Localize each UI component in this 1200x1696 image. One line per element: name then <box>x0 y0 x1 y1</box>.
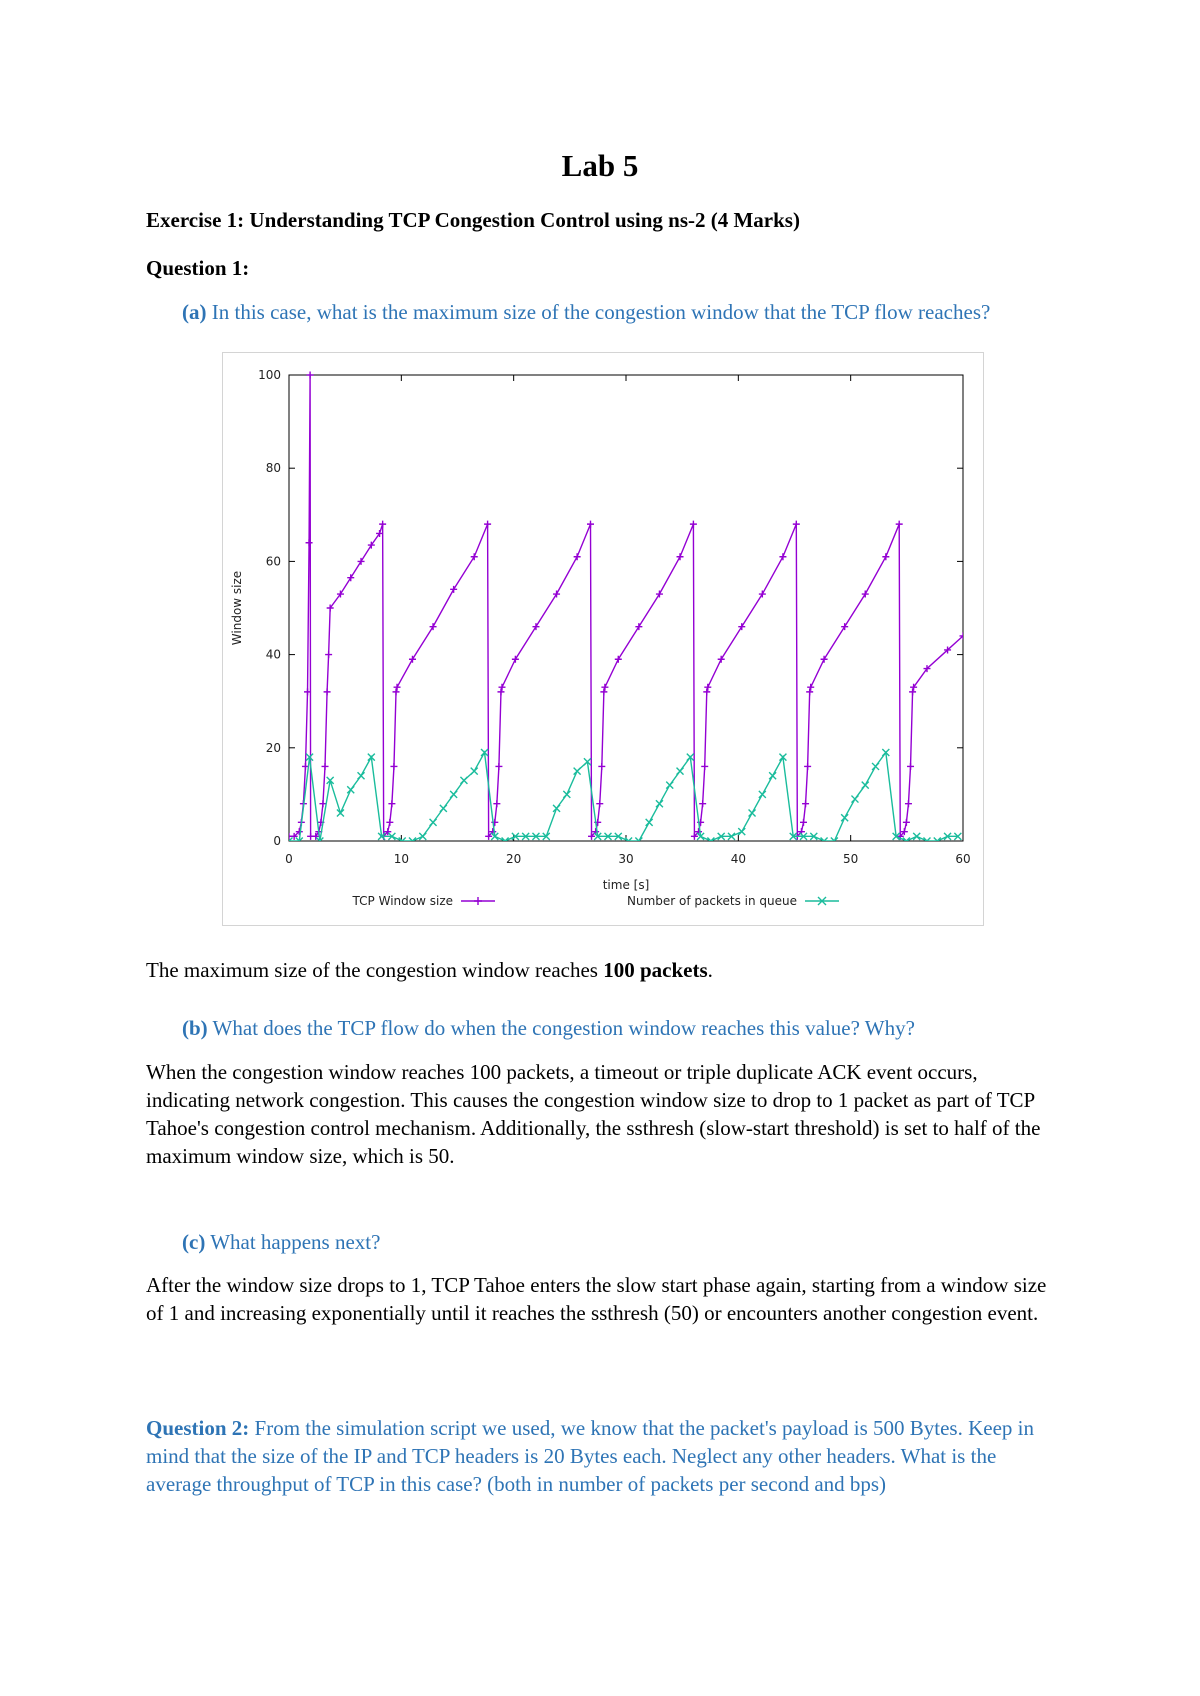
data-point <box>615 656 622 663</box>
data-point <box>851 796 858 803</box>
data-point <box>646 819 653 826</box>
data-point <box>440 805 447 812</box>
chart-frame <box>222 352 984 926</box>
x-tick-label: 40 <box>730 852 746 866</box>
data-point <box>388 800 395 807</box>
legend-marker <box>474 897 482 905</box>
data-point <box>804 763 811 770</box>
data-point <box>450 586 457 593</box>
data-point <box>347 786 354 793</box>
data-point <box>841 814 848 821</box>
data-point <box>802 800 809 807</box>
answer-1a <box>146 956 1051 984</box>
data-point <box>807 684 814 691</box>
data-point <box>769 772 776 779</box>
question-2 <box>146 1414 1051 1498</box>
series-markers-1 <box>286 749 962 845</box>
data-point <box>793 521 800 528</box>
data-point <box>800 819 807 826</box>
data-point <box>379 521 386 528</box>
data-point <box>841 623 848 630</box>
data-point <box>907 763 914 770</box>
data-point <box>862 591 869 598</box>
data-point <box>862 782 869 789</box>
data-point <box>532 623 539 630</box>
x-tick-label: 30 <box>618 852 634 866</box>
data-point <box>358 772 365 779</box>
y-axis-label: Window size <box>230 570 244 646</box>
question-1c-text: What happens next? <box>210 1230 381 1254</box>
x-tick-label: 0 <box>285 852 293 866</box>
data-point <box>699 800 706 807</box>
tcp-window-chart <box>223 353 983 925</box>
data-point <box>419 833 426 840</box>
data-point <box>821 656 828 663</box>
data-point <box>677 553 684 560</box>
data-point <box>574 768 581 775</box>
data-point <box>409 656 416 663</box>
data-point <box>703 688 710 695</box>
question-2-label: Question 2: <box>146 1416 250 1440</box>
data-point <box>553 805 560 812</box>
data-point <box>386 819 393 826</box>
data-point <box>563 791 570 798</box>
question-1a <box>182 298 1098 326</box>
y-tick-label: 20 <box>265 740 281 755</box>
data-point <box>690 521 697 528</box>
exercise-heading: Exercise 1: Understanding TCP Congestion Control using ns-2 (4 Marks) <box>146 208 800 232</box>
question-1a-label: (a) <box>182 300 207 324</box>
data-point <box>600 688 607 695</box>
data-point <box>656 800 663 807</box>
data-point <box>759 591 766 598</box>
data-point <box>337 810 344 817</box>
data-point <box>358 558 365 565</box>
data-point <box>909 688 916 695</box>
data-point <box>656 591 663 598</box>
legend-label: Number of packets in queue <box>627 894 797 908</box>
question-1b-label: (b) <box>182 1016 208 1040</box>
plot-area <box>286 372 967 845</box>
data-point <box>903 819 910 826</box>
data-point <box>905 800 912 807</box>
data-point <box>779 553 786 560</box>
y-tick-label: 60 <box>265 554 281 569</box>
data-point <box>749 810 756 817</box>
answer-1a-before: The maximum size of the congestion window reaches <box>146 958 604 982</box>
data-point <box>635 623 642 630</box>
answer-1c: After the window size drops to 1, TCP Tahoe enters the slow start phase again, starting from a window size of 1 and increasing exponentially until it reaches the ssthresh (50) or encounters another congestion event. <box>146 1273 1047 1325</box>
data-point <box>393 688 400 695</box>
question1-heading: Question 1: <box>146 256 250 280</box>
x-tick-label: 60 <box>955 852 971 866</box>
data-point <box>499 684 506 691</box>
y-tick-label: 40 <box>265 647 281 662</box>
y-tick-label: 100 <box>258 368 281 382</box>
data-point <box>896 521 903 528</box>
question-2-text: From the simulation script we used, we know that the packet's payload is 500 Bytes. Keep in mind that the size of the IP and TCP headers is 20 Bytes each. Neglect any other headers. What is the average throughput of TCP in this case? (both in number of packets per second and bps) <box>146 1416 1034 1496</box>
data-point <box>882 553 889 560</box>
data-point <box>913 833 920 840</box>
data-point <box>471 553 478 560</box>
x-tick-label: 10 <box>393 852 409 866</box>
question-1b-text: What does the TCP flow do when the congestion window reaches this value? Why? <box>212 1016 915 1040</box>
page-title: Lab 5 <box>561 148 639 183</box>
data-point <box>718 656 725 663</box>
data-point <box>512 656 519 663</box>
data-point <box>460 777 467 784</box>
data-point <box>666 782 673 789</box>
data-point <box>307 372 314 379</box>
question-1a-text: In this case, what is the maximum size of the congestion window that the TCP flow reaches? <box>211 300 991 324</box>
data-point <box>701 763 708 770</box>
data-point <box>324 688 331 695</box>
y-tick-label: 80 <box>265 461 281 476</box>
data-point <box>325 651 332 658</box>
legend <box>352 894 839 908</box>
y-tick-label: 0 <box>273 834 281 848</box>
answer-1b: When the congestion window reaches 100 packets, a timeout or triple duplicate ACK event occurs, indicating network congestion. This causes the congestion window size to drop to 1 packet as part of TCP Tahoe's congestion control mechanism. Additionally, the ssthresh (slow-start threshold) is set to half of the maximum window size, which is 50. <box>146 1060 1041 1168</box>
data-point <box>677 768 684 775</box>
question-1c <box>182 1228 1062 1256</box>
data-point <box>738 623 745 630</box>
question-1c-label: (c) <box>182 1230 206 1254</box>
data-point <box>322 763 329 770</box>
data-point <box>553 591 560 598</box>
legend-label: TCP Window size <box>352 894 453 908</box>
data-point <box>806 688 813 695</box>
data-point <box>484 521 491 528</box>
answer-1a-bold: 100 packets <box>603 958 708 982</box>
data-point <box>471 768 478 775</box>
data-point <box>390 763 397 770</box>
plot-frame <box>289 375 963 841</box>
data-point <box>601 684 608 691</box>
data-point <box>497 688 504 695</box>
question-1b <box>182 1014 1062 1042</box>
data-point <box>450 791 457 798</box>
answer-1a-after: . <box>707 958 713 982</box>
x-tick-label: 20 <box>506 852 522 866</box>
data-point <box>394 684 401 691</box>
data-point <box>598 763 605 770</box>
data-point <box>596 800 603 807</box>
data-point <box>493 800 500 807</box>
data-point <box>574 553 581 560</box>
data-point <box>759 791 766 798</box>
data-point <box>306 539 313 546</box>
data-point <box>430 819 437 826</box>
x-axis-label: time [s] <box>602 878 650 892</box>
data-point <box>738 828 745 835</box>
series-markers-0 <box>286 372 967 840</box>
data-point <box>872 763 879 770</box>
series-line-0 <box>289 375 963 836</box>
data-point <box>430 623 437 630</box>
x-tick-label: 50 <box>843 852 859 866</box>
data-point <box>704 684 711 691</box>
data-point <box>347 574 354 581</box>
data-point <box>495 763 502 770</box>
data-point <box>587 521 594 528</box>
